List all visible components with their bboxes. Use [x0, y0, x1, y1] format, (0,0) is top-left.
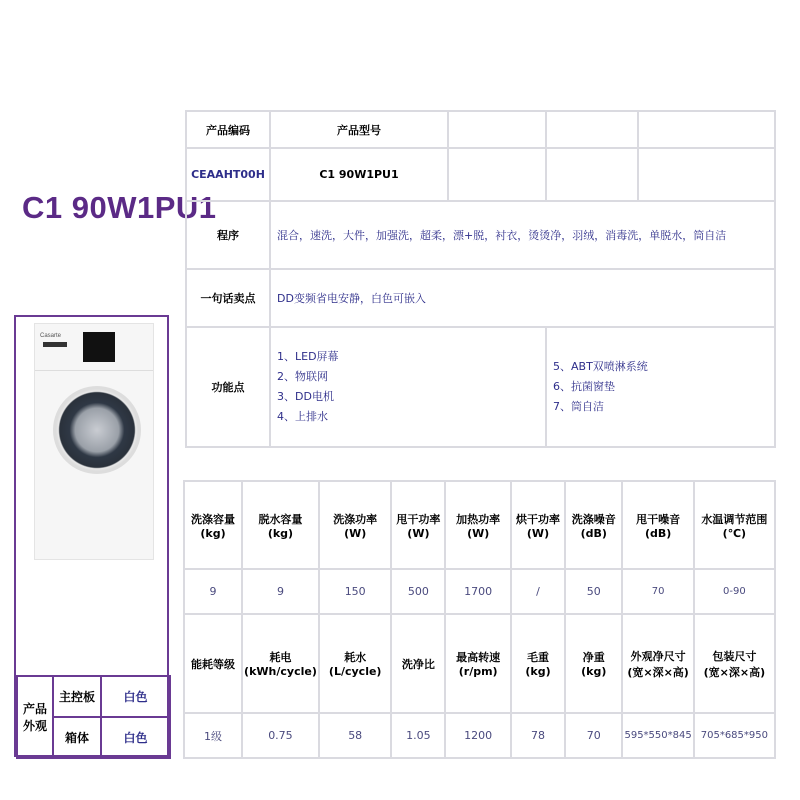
spec-table — [185, 110, 776, 448]
param-unit: (宽×深×高) — [703, 665, 766, 679]
param-value: 1200 — [445, 713, 511, 758]
part-label: 主控板 — [53, 676, 101, 717]
param-unit: (kg) — [267, 526, 294, 540]
param-name: 洗净比 — [401, 657, 435, 671]
product-image-box — [14, 315, 169, 757]
param-name: 毛重 — [527, 651, 550, 664]
led-display — [83, 332, 115, 362]
appearance-table — [16, 675, 171, 759]
param-unit: (宽×深×高) — [627, 665, 689, 679]
param-header — [511, 614, 565, 713]
feature-item: 7、筒自洁 — [553, 400, 604, 413]
features-label: 功能点 — [186, 327, 270, 447]
param-value: 1700 — [445, 569, 511, 614]
param-header — [391, 614, 445, 713]
param-header — [565, 614, 622, 713]
param-name: 甩干噪音 — [636, 512, 681, 526]
params-table — [183, 480, 776, 759]
washing-machine-image — [34, 323, 154, 560]
param-name: 甩干功率 — [396, 512, 441, 526]
feature-item: 3、DD电机 — [277, 390, 334, 403]
param-header — [622, 614, 693, 713]
param-name: 洗涤容量 — [190, 512, 235, 526]
param-value: 0.75 — [242, 713, 319, 758]
detergent-drawer — [43, 342, 67, 347]
model-value: C1 90W1PU1 — [270, 148, 448, 201]
param-name: 能耗等级 — [190, 657, 235, 671]
param-value: 70 — [622, 569, 693, 614]
param-value: 70 — [565, 713, 622, 758]
param-name: 外观净尺寸 — [630, 649, 686, 663]
param-header — [694, 614, 775, 713]
param-name: 加热功率 — [456, 512, 501, 526]
param-value: 50 — [565, 569, 622, 614]
param-header — [184, 614, 242, 713]
drum-door — [53, 386, 141, 474]
param-unit: (L/cycle) — [328, 665, 382, 678]
params-value-row — [184, 713, 775, 758]
param-value: 150 — [319, 569, 392, 614]
param-value: 78 — [511, 713, 565, 758]
param-name: 脱水容量 — [258, 512, 303, 526]
empty-cell — [448, 148, 546, 201]
param-unit: (W) — [467, 526, 490, 540]
selling-point-value: DD变频省电安静，白色可嵌入 — [270, 269, 775, 327]
param-header — [242, 481, 319, 569]
param-name: 净重 — [582, 651, 605, 664]
params-header-row — [184, 614, 775, 713]
empty-cell — [546, 111, 638, 148]
feature-item: 1、LED屏幕 — [277, 350, 339, 363]
model-title: C1 90W1PU1 — [22, 190, 217, 225]
feature-item: 2、物联网 — [277, 370, 328, 383]
param-value: 595*550*845 — [622, 713, 693, 758]
param-name: 最高转速 — [456, 651, 501, 664]
param-value: 9 — [184, 569, 242, 614]
feature-item: 6、抗菌窗垫 — [553, 380, 615, 393]
param-unit: (dB) — [580, 526, 607, 540]
param-unit: (W) — [407, 526, 430, 540]
code-value: CEAAHT00H — [186, 148, 270, 201]
param-name: 洗涤功率 — [333, 512, 378, 526]
param-unit: (W) — [526, 526, 550, 540]
brand-logo: Casarte — [40, 333, 62, 339]
param-unit: (℃) — [722, 526, 747, 540]
param-header — [694, 481, 775, 569]
param-unit: (dB) — [644, 526, 672, 540]
param-name: 耗电 — [269, 651, 292, 664]
param-header — [565, 481, 622, 569]
param-name: 耗水 — [344, 651, 367, 664]
param-unit: (kWh/cycle) — [244, 665, 317, 678]
empty-cell — [638, 111, 775, 148]
param-value: 705*685*950 — [694, 713, 775, 758]
params-value-row — [184, 569, 775, 614]
param-header — [445, 481, 511, 569]
program-label: 程序 — [186, 201, 270, 269]
param-unit: (kg) — [525, 665, 551, 678]
param-header — [184, 481, 242, 569]
program-value: 混合，速洗，大件，加强洗，超柔，漂+脱，衬衣，烫烫净，羽绒，消毒洗，单脱水，筒自洁 — [270, 201, 775, 269]
empty-cell — [546, 148, 638, 201]
param-header — [319, 614, 392, 713]
appearance-label: 产品外观 — [17, 676, 53, 758]
param-value: 500 — [391, 569, 445, 614]
param-value: 0-90 — [694, 569, 775, 614]
model-label: 产品型号 — [270, 111, 448, 148]
selling-point-label: 一句话卖点 — [186, 269, 270, 327]
param-value: 58 — [319, 713, 392, 758]
code-label: 产品编码 — [186, 111, 270, 148]
param-header — [391, 481, 445, 569]
control-panel — [35, 324, 153, 371]
param-header — [622, 481, 693, 569]
part-color: 白色 — [101, 717, 170, 758]
param-unit: (r/pm) — [458, 665, 498, 678]
param-value: 9 — [242, 569, 319, 614]
feature-item: 5、ABT双喷淋系统 — [553, 360, 648, 373]
param-name: 包装尺寸 — [712, 649, 757, 663]
param-name: 洗涤噪音 — [571, 512, 616, 526]
param-value: 1.05 — [391, 713, 445, 758]
param-value: / — [511, 569, 565, 614]
empty-cell — [638, 148, 775, 201]
param-header — [445, 614, 511, 713]
param-unit: (W) — [344, 526, 367, 540]
param-value: 1级 — [184, 713, 242, 758]
param-header — [319, 481, 392, 569]
param-unit: (kg) — [200, 526, 226, 540]
param-unit: (kg) — [581, 665, 607, 678]
features-right — [546, 327, 775, 447]
param-name: 水温调节范围 — [701, 512, 768, 526]
features-left — [270, 327, 546, 447]
part-color: 白色 — [101, 676, 170, 717]
param-name: 烘干功率 — [516, 512, 561, 526]
feature-item: 4、上排水 — [277, 410, 328, 423]
param-header — [511, 481, 565, 569]
empty-cell — [448, 111, 546, 148]
params-header-row — [184, 481, 775, 569]
param-header — [242, 614, 319, 713]
part-label: 箱体 — [53, 717, 101, 758]
